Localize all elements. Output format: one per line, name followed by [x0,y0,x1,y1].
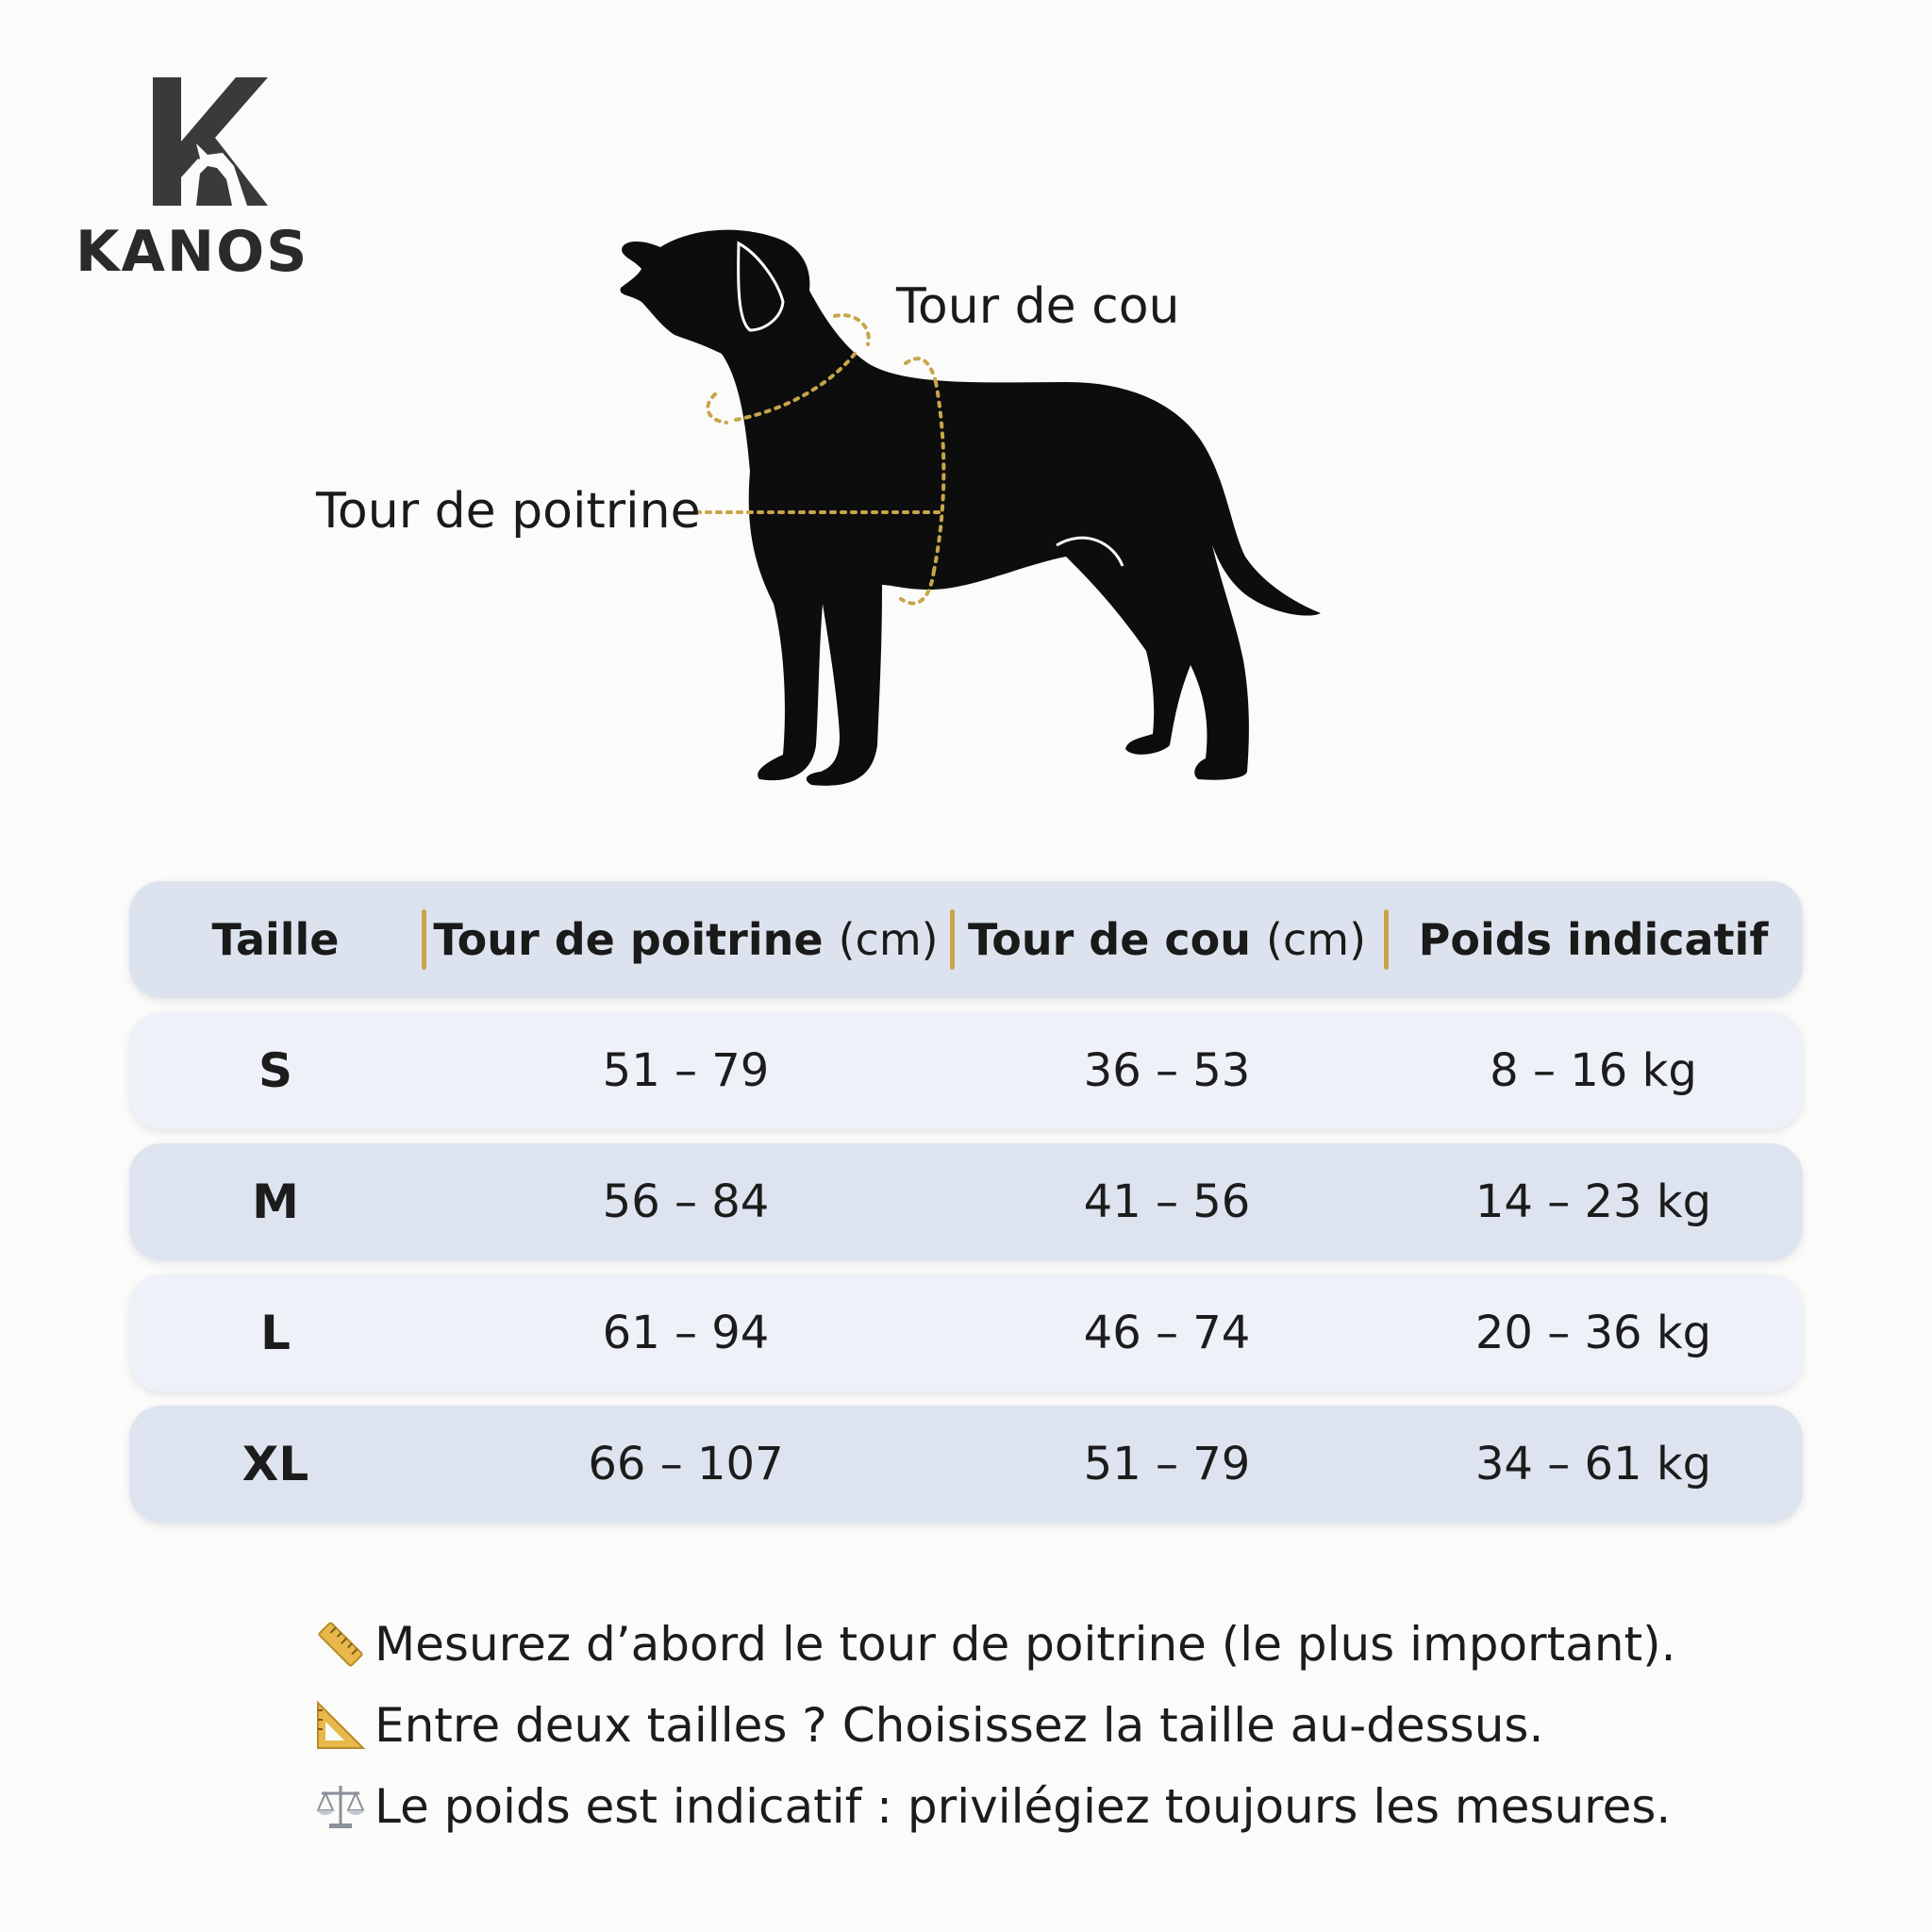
header-size: Taille [211,914,340,965]
table-row [129,1012,1803,1129]
table-row [129,1406,1803,1523]
header-neck-unit: (cm) [1266,914,1367,965]
tip-item [314,1685,1676,1766]
row-size: S [258,1043,292,1098]
row-size: M [252,1174,299,1229]
row-weight: 8 – 16 kg [1490,1044,1697,1097]
row-weight: 20 – 36 kg [1474,1307,1712,1359]
table-header-row [129,881,1803,998]
measurement-tips [314,1604,1676,1847]
row-chest: 61 – 94 [602,1307,770,1359]
row-neck: 41 – 56 [1083,1175,1251,1228]
row-chest: 56 – 84 [602,1175,770,1228]
ruler-icon [314,1618,375,1671]
row-neck: 51 – 79 [1083,1438,1251,1491]
table-row [129,1143,1803,1260]
tip-text: Le poids est indicatif : privilégiez toujours les mesures. [375,1779,1672,1834]
neck-label: Tour de cou [896,278,1180,335]
tip-text: Entre deux tailles ? Choisissez la taille au-dessus. [375,1698,1544,1753]
chest-label: Tour de poitrine [316,483,701,540]
header-chest [422,914,950,965]
column-separator [1384,909,1389,970]
table-row [129,1274,1803,1391]
row-weight: 34 – 61 kg [1474,1438,1712,1491]
row-neck: 46 – 74 [1083,1307,1251,1359]
row-size: L [260,1306,291,1360]
scales-icon [314,1780,375,1833]
header-weight [1384,914,1803,965]
tip-text: Mesurez d’abord le tour de poitrine (le plus important). [375,1617,1676,1672]
brand-name: KANOS [75,219,309,285]
dog-measurement-diagram [0,0,1932,830]
header-neck-label: Tour de cou [967,914,1252,965]
row-size: XL [242,1437,309,1491]
header-chest-unit: (cm) [838,914,939,965]
size-table [129,881,1803,1537]
row-chest: 66 – 107 [588,1438,784,1491]
header-neck [950,914,1384,965]
header-weight-label: Poids indicatif [1418,914,1769,965]
header-chest-label: Tour de poitrine [433,914,824,965]
triangle-ruler-icon [314,1699,375,1752]
tip-item [314,1604,1676,1685]
column-separator [950,909,955,970]
tip-item [314,1766,1676,1847]
row-chest: 51 – 79 [602,1044,770,1097]
row-neck: 36 – 53 [1083,1044,1251,1097]
column-separator [422,909,426,970]
row-weight: 14 – 23 kg [1474,1175,1712,1228]
